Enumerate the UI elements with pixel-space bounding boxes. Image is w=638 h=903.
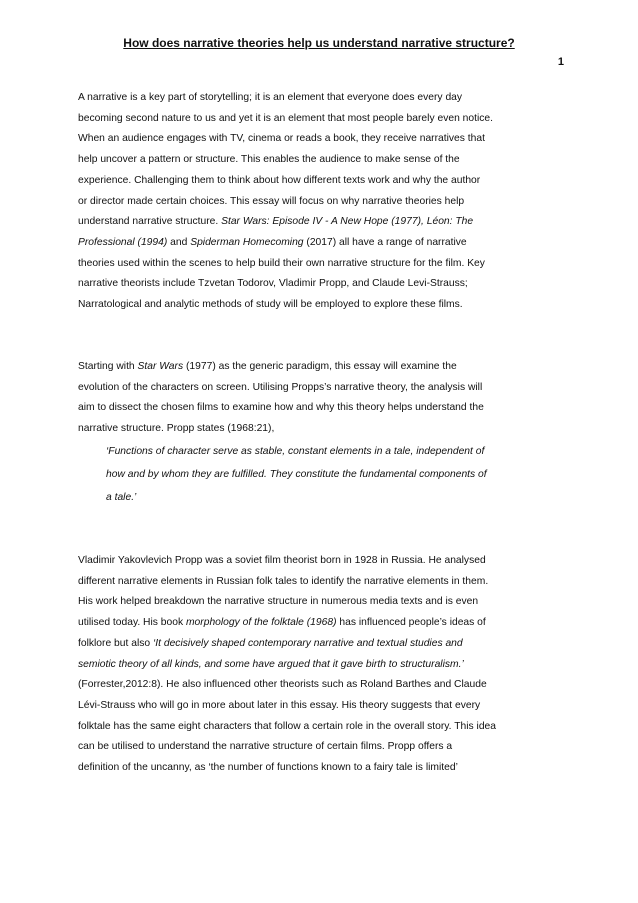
paragraph-introduction bbox=[78, 88, 563, 316]
text-line: evolution of the characters on screen. Utilising Propps’s narrative theory, the analysis will bbox=[78, 381, 483, 393]
text-line bbox=[78, 357, 563, 378]
text-segment: and bbox=[167, 236, 191, 248]
text-line: help uncover a pattern or structure. This enables the audience to make sense of the bbox=[78, 154, 460, 166]
text-line bbox=[78, 634, 563, 655]
quotation-italic: ‘It decisively shaped contemporary narrative and textual studies and bbox=[152, 637, 463, 649]
text-line: or director made certain choices. This essay will focus on why narrative theories help bbox=[78, 195, 465, 207]
film-title-italic: Spiderman Homecoming bbox=[190, 236, 304, 248]
quote-line: a tale.’ bbox=[106, 492, 137, 503]
film-title-italic: Star Wars: Episode IV - A New Hope (1977), Léon: The bbox=[221, 216, 474, 228]
text-line: becoming second nature to us and yet it is an element that most people barely even notice. bbox=[78, 112, 493, 124]
page-title: How does narrative theories help us understand narrative structure? bbox=[123, 36, 515, 50]
text-line bbox=[78, 212, 563, 233]
quotation-italic: semiotic theory of all kinds, and some have argued that it gave birth to structuralism.’ bbox=[78, 658, 464, 670]
text-line: Lévi-Strauss who will go in more about later in this essay. His theory suggests that every bbox=[78, 699, 481, 711]
text-line: A narrative is a key part of storytelling; it is an element that everyone does every day bbox=[78, 92, 463, 103]
text-line: folktale has the same eight characters that follow a certain role in the overall story. This idea bbox=[78, 720, 496, 732]
text-line: When an audience engages with TV, cinema or reads a book, they receive narratives that bbox=[78, 133, 485, 145]
text-line bbox=[78, 233, 563, 254]
text-line: His work helped breakdown the narrative structure in numerous media texts and is even bbox=[78, 596, 479, 608]
page-number: 1 bbox=[557, 56, 564, 68]
text-line bbox=[78, 613, 563, 634]
text-line: can be utilised to understand the narrative structure of certain films. Propp offers a bbox=[78, 741, 453, 753]
text-segment: utilised today. His book bbox=[78, 617, 186, 629]
quote-line: ‘Functions of character serve as stable, constant elements in a tale, independent of bbox=[106, 446, 485, 457]
text-line: aim to dissect the chosen films to examine how and why this theory helps understand the bbox=[78, 402, 484, 414]
paragraph-star-wars bbox=[78, 357, 563, 440]
text-segment: folklore but also bbox=[78, 637, 153, 649]
text-line: Narratological and analytic methods of study will be employed to explore these films. bbox=[78, 299, 463, 311]
text-segment: has influenced people’s ideas of bbox=[336, 617, 486, 629]
text-segment: Starting with bbox=[78, 361, 138, 372]
text-line: (Forrester,2012:8). He also influenced other theorists such as Roland Barthes and Claude bbox=[78, 679, 487, 691]
text-line: narrative theorists include Tzvetan Todorov, Vladimir Propp, and Claude Levi-Strauss; bbox=[78, 278, 468, 290]
quote-line: how and by whom they are fulfilled. They constitute the fundamental components of bbox=[106, 469, 487, 480]
text-segment: (2017) all have a range of narrative bbox=[303, 236, 467, 248]
text-line: different narrative elements in Russian folk tales to identify the narrative elements in them. bbox=[78, 575, 489, 587]
text-line: definition of the uncanny, as ‘the number of functions known to a fairy tale is limited’ bbox=[78, 762, 458, 774]
film-title-italic: Professional (1994) bbox=[78, 236, 168, 248]
block-quote bbox=[106, 440, 566, 509]
film-title-italic: Star Wars bbox=[137, 361, 184, 372]
text-segment: understand narrative structure. bbox=[78, 216, 222, 228]
text-line: theories used within the scenes to help build their own narrative structure for the film. Key bbox=[78, 257, 485, 269]
text-line: experience. Challenging them to think about how different texts work and why the author bbox=[78, 174, 481, 186]
book-title-italic: morphology of the folktale (1968) bbox=[185, 617, 337, 629]
text-segment: (1977) as the generic paradigm, this essay will examine the bbox=[183, 361, 457, 372]
text-line bbox=[78, 655, 563, 676]
paragraph-propp bbox=[78, 551, 563, 779]
text-line: narrative structure. Propp states (1968:21), bbox=[78, 423, 275, 435]
text-line: Vladimir Yakovlevich Propp was a soviet film theorist born in 1928 in Russia. He analysed bbox=[78, 555, 486, 566]
